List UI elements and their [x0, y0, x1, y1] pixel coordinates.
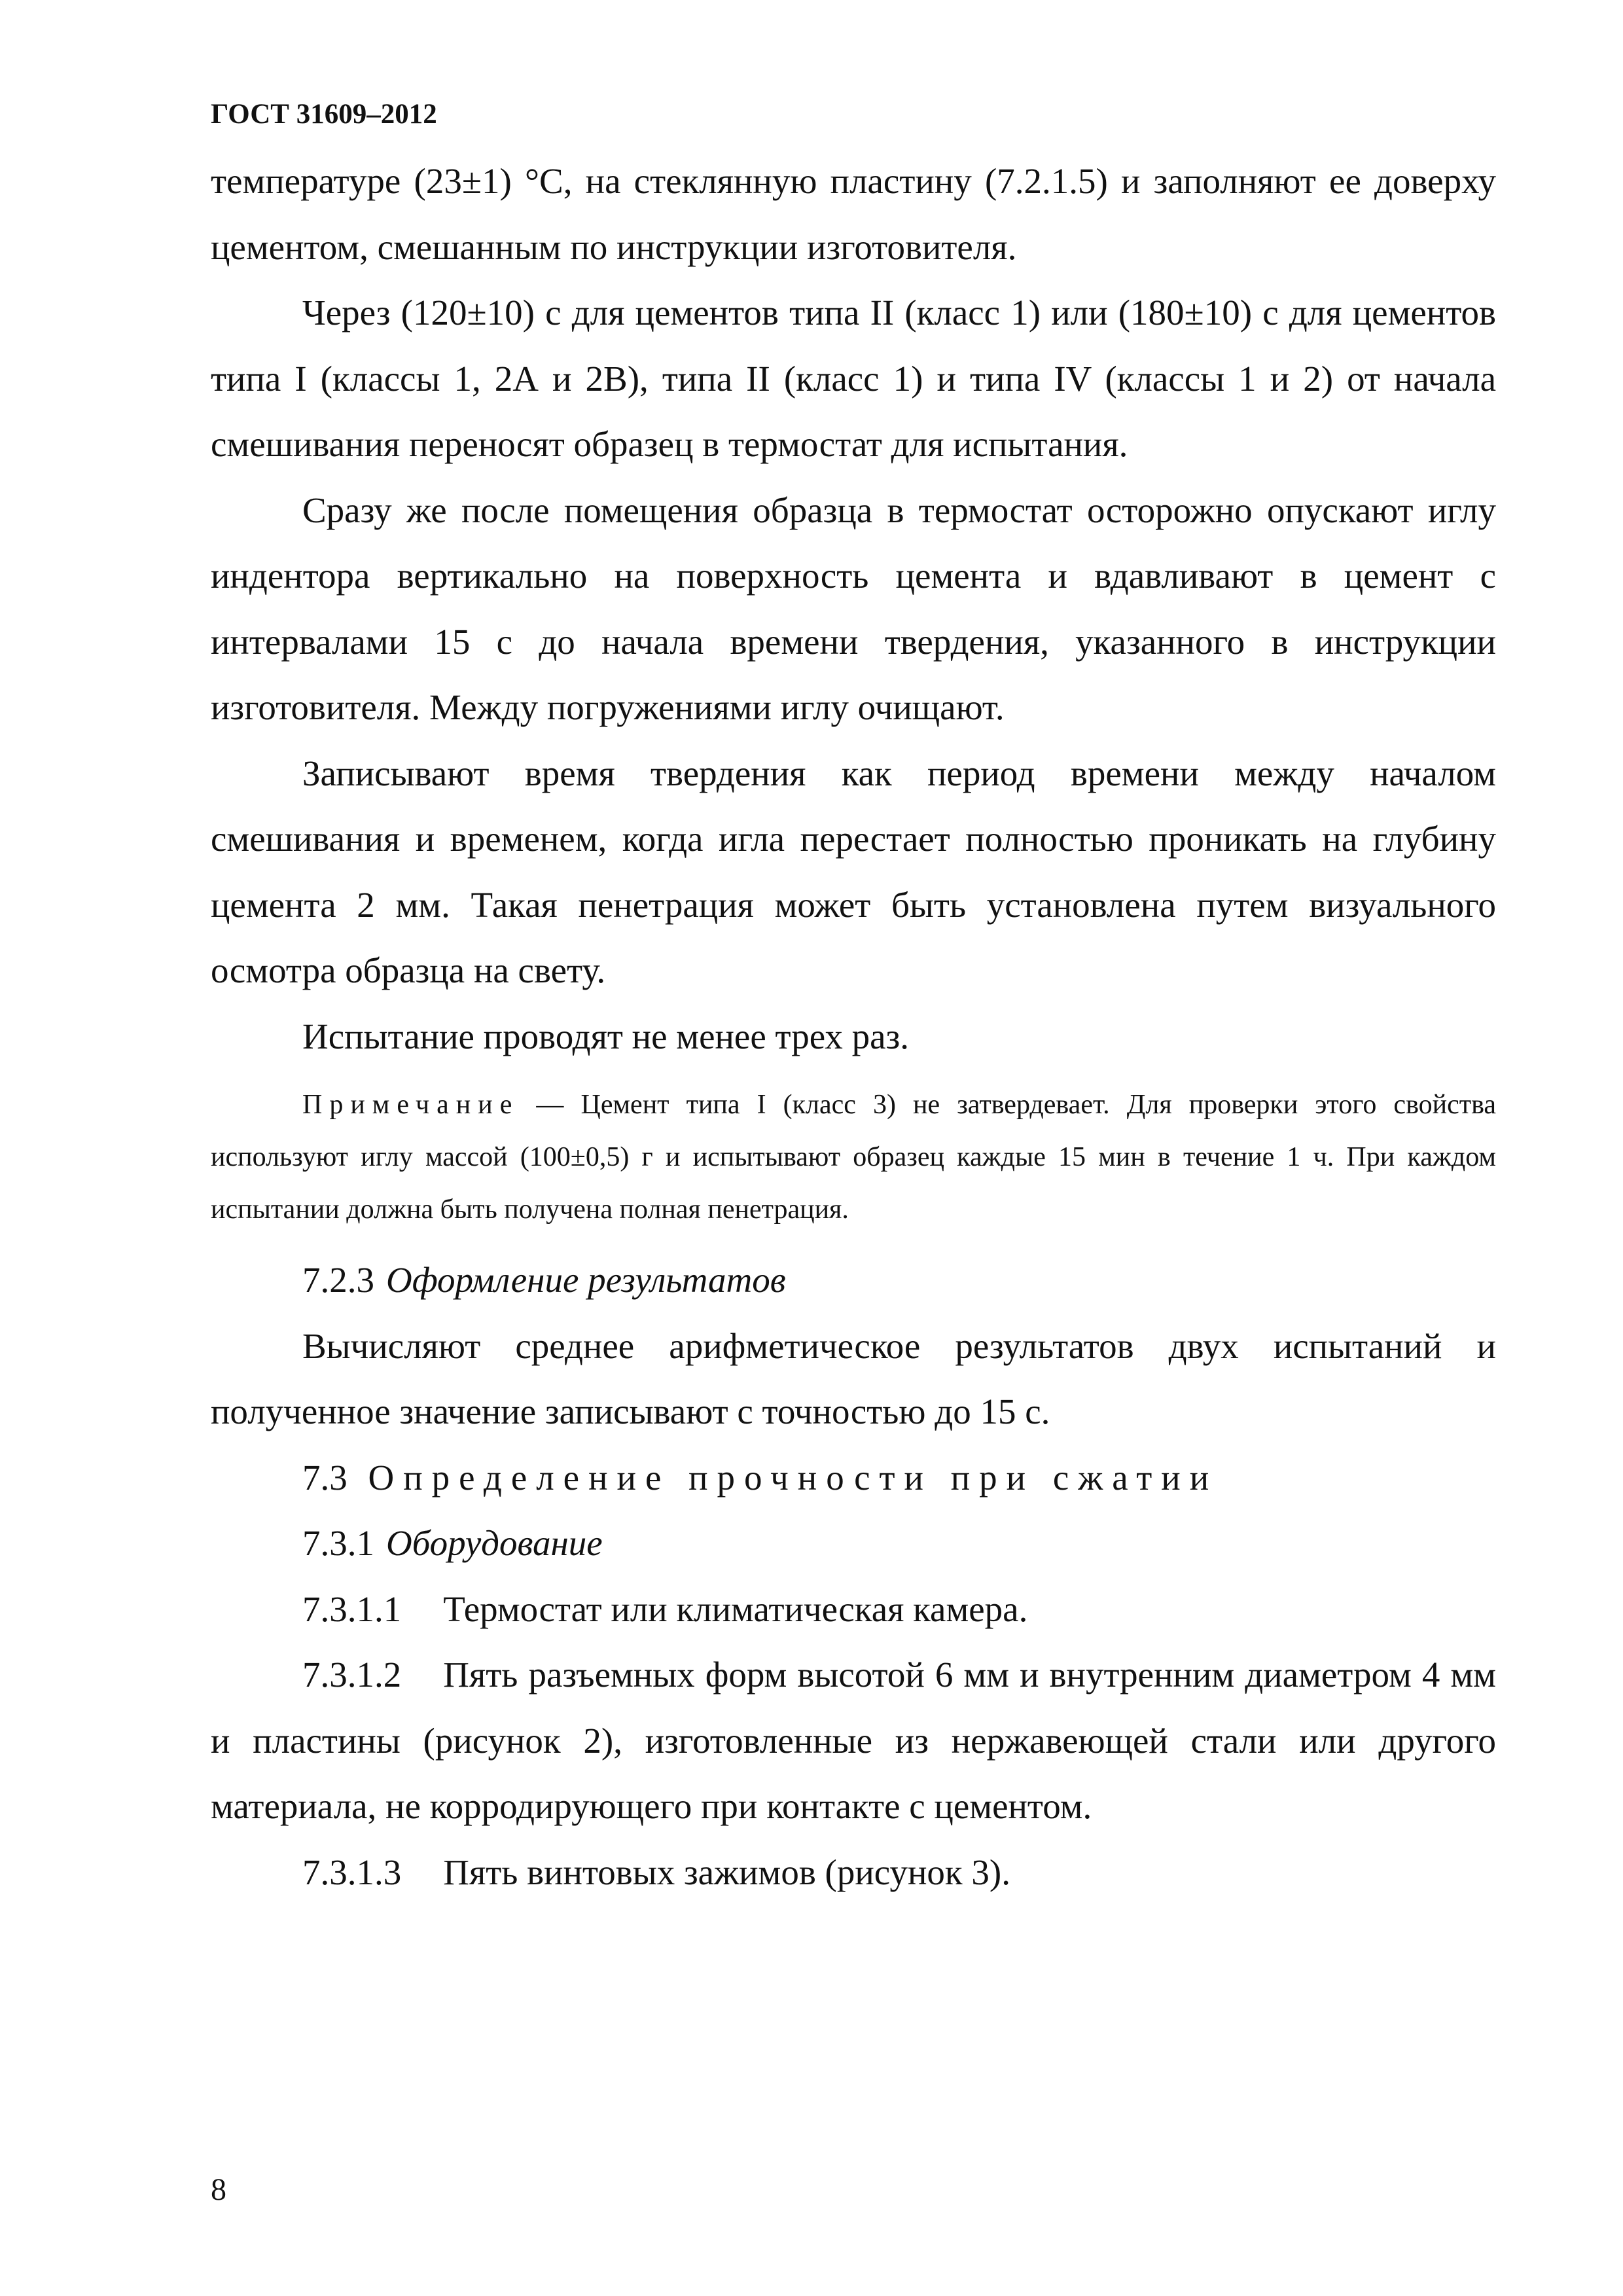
paragraph-indentation: Сразу же после помещения образца в термостат осторожно опускают иглу индентора вертикально на поверхность цемента и вдавливают в цемент с интервалами 15 с до начала времени твердения, указанного в инструкции изготовителя. Между погружениями иглу очищают. [211, 490, 1496, 727]
item-text: Пять разъемных форм высотой 6 мм и внутренним диаметром 4 мм и пластины (рисунок 2), изготовленные из нержавеющей стали или другого материала, не корродирующего при контакте с цементом. [211, 1655, 1496, 1826]
section-7-3-1-heading [211, 1511, 1496, 1577]
item-number: 7.3.1.2 [302, 1655, 402, 1695]
item-7-3-1-1 [211, 1577, 1496, 1643]
note [211, 1079, 1496, 1236]
paragraph-transfer: Через (120±10) с для цементов типа II (класс 1) или (180±10) с для цементов типа I (классы 1, 2А и 2В), типа II (класс 1) и типа IV (классы 1 и 2) от начала смешивания переносят образец в термостат для испытания. [211, 293, 1496, 464]
paragraph-repeats: Испытание проводят не менее трех раз. [302, 1016, 910, 1056]
section-7-2-3-heading [211, 1247, 1496, 1314]
item-text: Термостат или климатическая камера. [443, 1588, 1028, 1629]
section-title: Оформление результатов [386, 1260, 786, 1300]
paragraph-continuation: температуре (23±1) °С, на стеклянную пластину (7.2.1.5) и заполняют ее доверху цементом, смешанным по инструкции изготовителя. [211, 161, 1496, 267]
paragraph-setting-time: Записывают время твердения как период времени между началом смешивания и временем, когда игла перестает полностью проникать на глубину цемента 2 мм. Такая пенетрация может быть установлена путем визуального осмотра образца на свету. [211, 753, 1496, 990]
note-text: Цемент типа I (класс 3) не затвердевает. Для проверки этого свойства используют иглу массой (100±0,5) г и испытывают образец каждые 15 мин в течение 1 ч. При каждом испытании должна быть получена полная пенетрация. [211, 1090, 1497, 1225]
page-number: 8 [211, 2172, 226, 2207]
item-number: 7.3.1.1 [302, 1588, 402, 1629]
note-label: Примечание [302, 1090, 520, 1120]
section-title: Определение прочности при сжатии [368, 1457, 1219, 1498]
note-dash: — [536, 1090, 564, 1120]
section-7-3-heading [211, 1445, 1496, 1511]
item-number: 7.3.1.3 [302, 1852, 402, 1892]
document-header: ГОСТ 31609–2012 [211, 99, 437, 130]
section-title: Оборудование [386, 1523, 603, 1563]
item-text: Пять винтовых зажимов (рисунок 3). [443, 1852, 1010, 1892]
item-7-3-1-2 [211, 1642, 1496, 1840]
section-number: 7.3.1 [302, 1523, 374, 1563]
paragraph-results: Вычисляют среднее арифметическое результатов двух испытаний и полученное значение записывают с точностью до 15 с. [211, 1325, 1496, 1431]
section-number: 7.3 [302, 1457, 348, 1498]
section-number: 7.2.3 [302, 1260, 374, 1300]
body-text [211, 149, 1496, 1905]
item-7-3-1-3 [211, 1840, 1496, 1906]
